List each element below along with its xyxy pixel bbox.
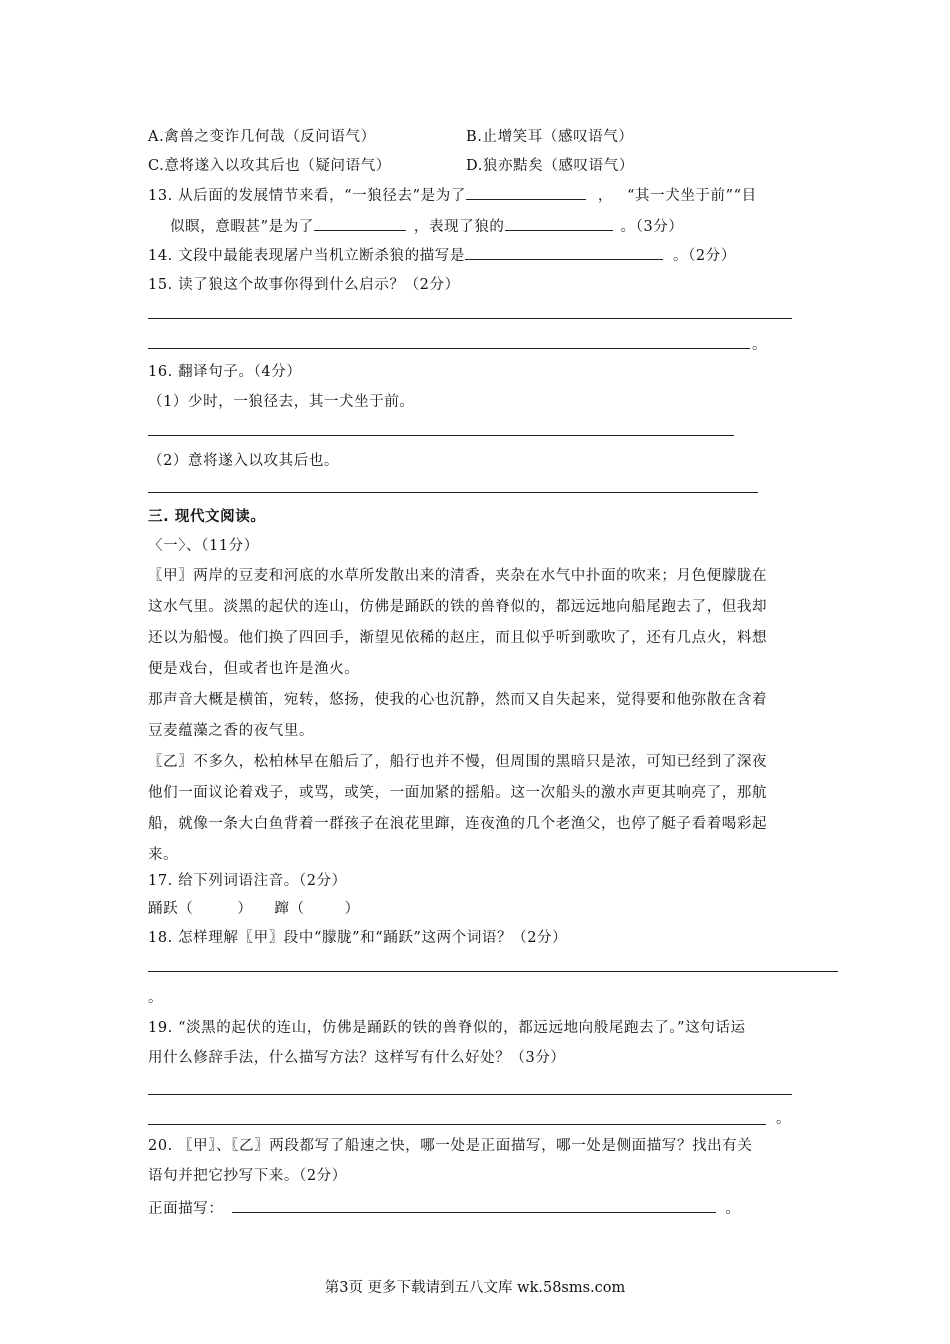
q17-words xyxy=(148,899,360,919)
q15-answer-line-2[interactable] xyxy=(148,348,750,349)
q20-answer xyxy=(148,1198,741,1219)
q13-text: 13. 从后面的发展情节来看，“一狼径去”是为了 xyxy=(148,188,466,204)
q12-option-b: B.止增笑耳（感叹语气） xyxy=(466,129,634,145)
q13-line2 xyxy=(170,216,684,237)
q14-blank[interactable] xyxy=(465,245,663,260)
q20-blank[interactable] xyxy=(232,1198,716,1213)
q19-period: 。 xyxy=(776,1111,792,1127)
q17-word-2-close: ） xyxy=(344,901,360,917)
q12-option-d: D.狼亦黠矣（感叹语气） xyxy=(466,158,634,174)
passage-line: 豆麦蕴藻之香的夜气里。 xyxy=(148,723,315,739)
q13-text: 似瞑，意暇甚”是为了 xyxy=(170,219,314,235)
passage-line: 那声音大概是横笛，宛转，悠扬，使我的心也沉静，然而又自失起来，觉得要和他弥散在含着 xyxy=(148,692,768,708)
q19-line-1: 19. “淡黑的起伏的连山，仿佛是踊跃的铁的兽脊似的，都远远地向般尾跑去了。”这句话运 xyxy=(148,1020,746,1036)
q17-word-2: 蹿（ xyxy=(274,901,305,917)
passage-line: 这水气里。淡黑的起伏的连山，仿佛是踊跃的铁的兽脊似的，都远远地向船尾跑去了，但我却 xyxy=(148,599,768,615)
q19-answer-line-2[interactable] xyxy=(148,1124,766,1125)
q19-answer-line-1[interactable] xyxy=(148,1094,792,1095)
q16-sentence-1: （1）少时，一狼径去，其一犬坐于前。 xyxy=(148,394,415,410)
q13-text: “其一犬坐于前”“目 xyxy=(627,188,757,204)
q19-line-2: 用什么修辞手法，什么描写方法？这样写有什么好处？（3分） xyxy=(148,1050,566,1066)
page-footer: 第3页 更多下载请到五八文库 wk.58sms.com xyxy=(324,1280,626,1296)
q13-text: ，表现了狼的 xyxy=(413,219,505,235)
q16-answer-line-2[interactable] xyxy=(148,492,758,493)
q20-label: 正面描写： xyxy=(148,1201,224,1217)
q20-line-1: 20. 〖甲〗、〖乙〗两段都写了船速之快，哪一处是正面描写，哪一处是侧面描写？找出有关 xyxy=(148,1138,753,1154)
passage-line: 他们一面议论着戏子，或骂，或笑，一面加紧的摇船。这一次船头的激水声更其响亮了，那航 xyxy=(148,785,768,801)
section-subtitle: 〈一〉、（11分） xyxy=(148,538,259,554)
q18-period: 。 xyxy=(148,990,164,1006)
q14-text: 。（2分） xyxy=(672,248,736,264)
q20-period: 。 xyxy=(725,1201,741,1217)
q18-answer-line[interactable] xyxy=(148,971,838,972)
q20-line-2: 语句并把它抄写下来。（2分） xyxy=(148,1168,347,1184)
q15-question: 15. 读了狼这个故事你得到什么启示？（2分） xyxy=(148,277,460,293)
q13-blank-2[interactable] xyxy=(314,216,406,231)
passage-line: 〖甲〗两岸的豆麦和河底的水草所发散出来的清香，夹杂在水气中扑面的吹来；月色便朦胧在 xyxy=(148,568,768,584)
q15-answer-line-1[interactable] xyxy=(148,318,792,319)
q18-question: 18. 怎样理解〖甲〗段中“朦胧”和“踊跃”这两个词语？（2分） xyxy=(148,930,568,946)
q15-period: 。 xyxy=(752,337,768,353)
passage-line: 便是戏台，但或者也许是渔火。 xyxy=(148,661,360,677)
q13-comma: ， xyxy=(597,188,614,204)
passage-line: 〖乙〗不多久，松柏林早在船后了，船行也并不慢，但周围的黑暗只是浓，可知已经到了深夜 xyxy=(148,754,768,770)
q17-word-1: 踊跃（ xyxy=(148,901,194,917)
passage-line: 还以为船慢。他们换了四回手，渐望见依稀的赵庄，而且似乎听到歌吹了，还有几点火，料想 xyxy=(148,630,768,646)
q14-text: 14. 文段中最能表现屠户当机立断杀狼的描写是 xyxy=(148,248,465,264)
passage-line: 来。 xyxy=(148,847,179,863)
q13-blank-1[interactable] xyxy=(466,185,586,200)
q12-option-c: C.意将遂入以攻其后也（疑问语气） xyxy=(148,158,391,174)
q13-blank-3[interactable] xyxy=(505,216,613,231)
q16-sentence-2: （2）意将遂入以攻其后也。 xyxy=(148,453,340,469)
q12-option-a: A.禽兽之变诈几何哉（反问语气） xyxy=(148,129,376,145)
passage-line: 船，就像一条大白鱼背着一群孩子在浪花里蹿，连夜渔的几个老渔父，也停了艇子看着喝彩起 xyxy=(148,816,768,832)
q13-text: 。（3分） xyxy=(620,219,684,235)
q14-line xyxy=(148,245,736,266)
section-title: 三. 现代文阅读。 xyxy=(148,509,266,525)
q17-word-1-close: ） xyxy=(237,901,253,917)
q13-line1 xyxy=(148,185,757,206)
q16-title: 16. 翻译句子。（4分） xyxy=(148,364,302,380)
q17-title: 17. 给下列词语注音。（2分） xyxy=(148,873,347,889)
q16-answer-line-1[interactable] xyxy=(148,435,734,436)
